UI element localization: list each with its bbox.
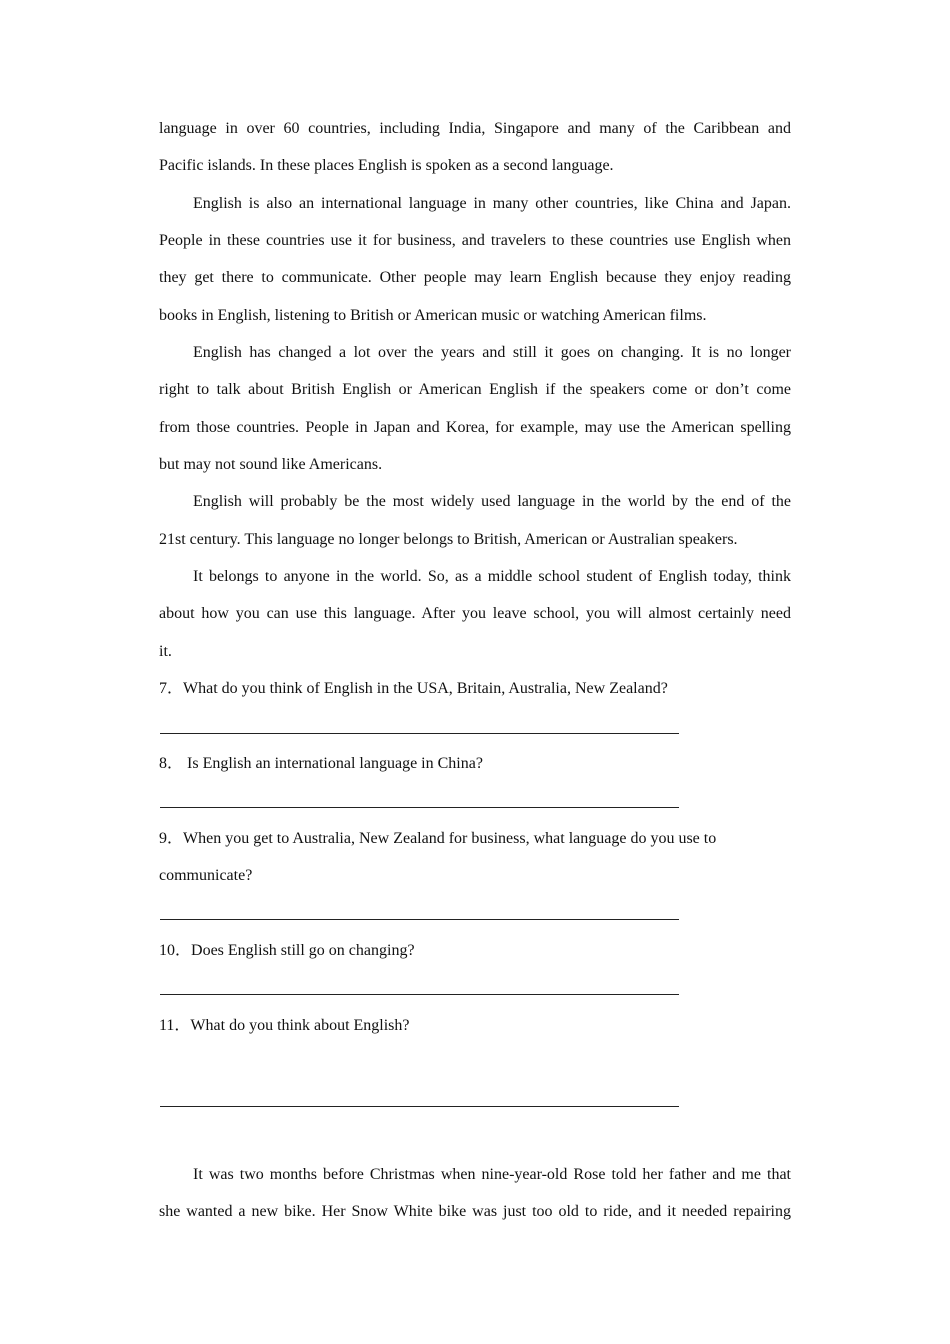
question-7 bbox=[159, 679, 791, 699]
question-text: Is English an international language in China? bbox=[183, 755, 483, 772]
answer-line[interactable] bbox=[160, 1106, 679, 1107]
question-number: 10． bbox=[159, 942, 192, 959]
passage-line: English has changed a lot over the years and still it goes on changing. It is no longer bbox=[193, 344, 791, 361]
answer-line[interactable] bbox=[160, 807, 679, 808]
question-11 bbox=[159, 1016, 791, 1036]
passage-line: English is also an international language in many other countries, like China and Japan. bbox=[193, 195, 791, 212]
passage-line: they get there to communicate. Other people may learn English because they enjoy reading bbox=[159, 269, 791, 286]
question-text: When you get to Australia, New Zealand for business, what language do you use to bbox=[183, 830, 717, 847]
passage-line: right to talk about British English or American English if the speakers come or don’t come bbox=[159, 381, 791, 398]
passage-line: It belongs to anyone in the world. So, as a middle school student of English today, think bbox=[193, 568, 791, 585]
answer-line[interactable] bbox=[160, 919, 679, 920]
passage-line: from those countries. People in Japan and Korea, for example, may use the American spelling bbox=[159, 419, 791, 436]
question-text: What do you think about English? bbox=[190, 1017, 410, 1034]
question-number: 8． bbox=[159, 755, 184, 772]
question-number: 9． bbox=[159, 830, 184, 847]
answer-line[interactable] bbox=[160, 994, 679, 995]
question-number: 11． bbox=[159, 1017, 191, 1034]
passage-line: language in over 60 countries, including India, Singapore and many of the Caribbean and bbox=[159, 120, 791, 137]
question-10 bbox=[159, 941, 791, 961]
passage-line: but may not sound like Americans. bbox=[159, 456, 383, 473]
passage-line: it. bbox=[159, 643, 172, 660]
answer-line[interactable] bbox=[160, 733, 679, 734]
passage-line: she wanted a new bike. Her Snow White bike was just too old to ride, and it needed repairing bbox=[159, 1203, 791, 1220]
question-text: What do you think of English in the USA, Britain, Australia, New Zealand? bbox=[183, 680, 668, 697]
passage-line: English will probably be the most widely used language in the world by the end of the bbox=[193, 493, 791, 510]
question-8 bbox=[159, 754, 791, 774]
passage-line: People in these countries use it for business, and travelers to these countries use English when bbox=[159, 232, 791, 249]
question-number: 7． bbox=[159, 680, 184, 697]
passage-line: Pacific islands. In these places English is spoken as a second language. bbox=[159, 157, 614, 174]
passage-line: about how you can use this language. After you leave school, you will almost certainly need bbox=[159, 605, 791, 622]
passage-line: 21st century. This language no longer belongs to British, American or Australian speakers. bbox=[159, 531, 738, 548]
passage-line: books in English, listening to British or American music or watching American films. bbox=[159, 307, 707, 324]
question-text: Does English still go on changing? bbox=[191, 942, 415, 959]
question-9 bbox=[159, 829, 791, 849]
passage-line: It was two months before Christmas when nine-year-old Rose told her father and me that bbox=[193, 1166, 791, 1183]
question-9-continued: communicate? bbox=[159, 867, 253, 884]
